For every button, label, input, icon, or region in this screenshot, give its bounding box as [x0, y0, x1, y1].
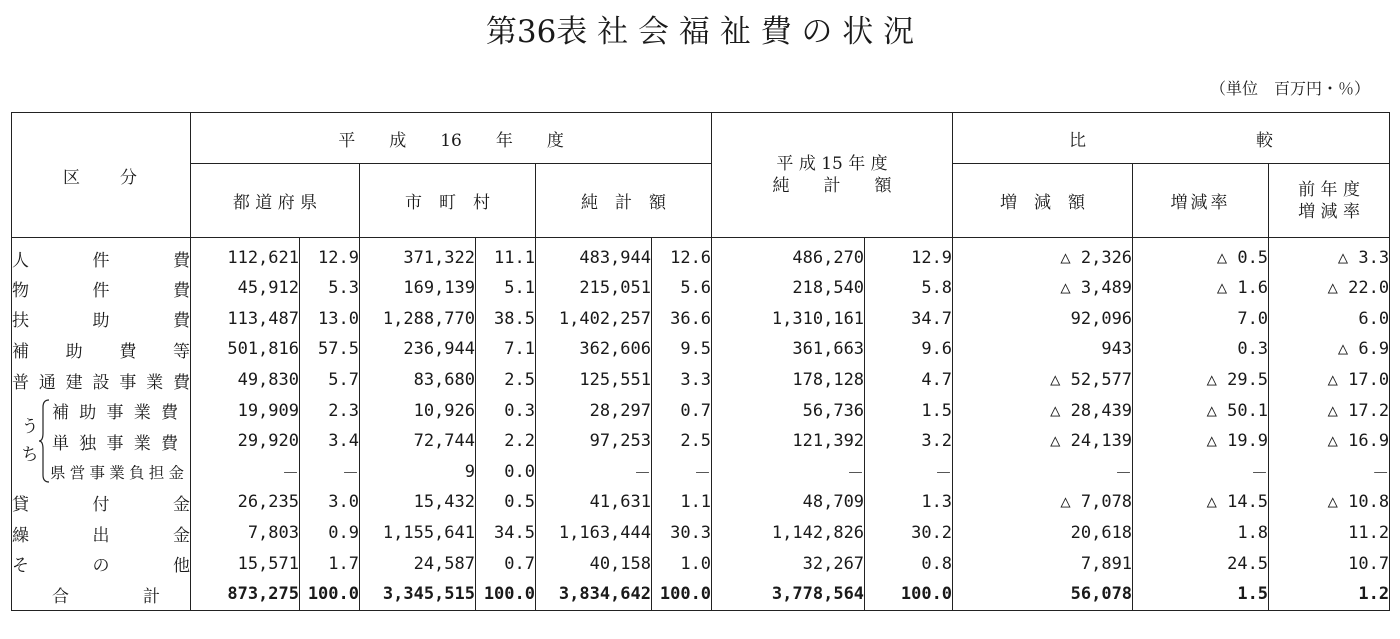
cell-rate: －: [1133, 457, 1269, 488]
cell-h15-r: 0.8: [865, 548, 953, 579]
row-label: 単独事業費: [52, 433, 178, 454]
cell-pref: 45,912: [237, 278, 299, 299]
cell-pref-r: 5.3: [300, 273, 360, 304]
cell-rate: △ 0.5: [1133, 238, 1269, 274]
cell-diff: 92,096: [953, 304, 1133, 335]
welfare-expenditure-table: [11, 112, 1390, 611]
cell-h15: 178,128: [712, 365, 865, 396]
row-label: 補助費等: [12, 334, 191, 365]
cell-diff: △ 7,078: [953, 487, 1133, 518]
header-h15-line1: 平 成 15 年 度: [776, 154, 888, 174]
cell-diff: 7,891: [953, 548, 1133, 579]
table-row: [12, 518, 1390, 549]
header-comparison: 比 較: [953, 113, 1390, 164]
cell-pref-r: 3.4: [300, 426, 360, 457]
cell-rate: 1.8: [1133, 518, 1269, 549]
cell-net-r: 1.0: [652, 548, 712, 579]
cell-diff: △ 24,139: [953, 426, 1133, 457]
header-h16: 平 成 16 年 度: [191, 113, 712, 164]
cell-rate: 7.0: [1133, 304, 1269, 335]
cell-net: 1,402,257: [536, 304, 652, 335]
table-row: [12, 487, 1390, 518]
cell-rate: △ 14.5: [1133, 487, 1269, 518]
cell-diff: 20,618: [953, 518, 1133, 549]
cell-muni: 1,288,770: [360, 304, 476, 335]
header-change-amount: 増 減 額: [953, 164, 1133, 238]
row-label: 普通建設事業費: [12, 365, 191, 396]
cell-pref-r: －: [300, 457, 360, 488]
cell-pref: 15,571: [237, 553, 299, 574]
table-row: [12, 548, 1390, 579]
cell-net-r: 5.6: [652, 273, 712, 304]
cell-pref: －: [282, 464, 299, 485]
cell-muni: 3,345,515: [360, 579, 476, 610]
cell-net: －: [536, 457, 652, 488]
cell-pref: 49,830: [237, 370, 299, 391]
cell-rate: △ 19.9: [1133, 426, 1269, 457]
cell-prev: △ 17.0: [1269, 365, 1390, 396]
cell-muni: 371,322: [360, 238, 476, 274]
cell-net-r: 3.3: [652, 365, 712, 396]
row-label: 合計: [12, 579, 191, 610]
cell-muni: 169,139: [360, 273, 476, 304]
cell-h15-r: 34.7: [865, 304, 953, 335]
cell-muni: 9: [360, 457, 476, 488]
cell-h15: 56,736: [712, 395, 865, 426]
cell-rate: 0.3: [1133, 334, 1269, 365]
cell-net: 97,253: [536, 426, 652, 457]
cell-net: 483,944: [536, 238, 652, 274]
cell-muni-r: 0.5: [476, 487, 536, 518]
cell-muni: 83,680: [360, 365, 476, 396]
unit-note: （単位 百万円・％）: [1209, 79, 1370, 98]
cell-net-r: 30.3: [652, 518, 712, 549]
cell-diff: 56,078: [953, 579, 1133, 610]
cell-muni-r: 0.7: [476, 548, 536, 579]
cell-net-r: 2.5: [652, 426, 712, 457]
cell-diff: △ 2,326: [953, 238, 1133, 274]
cell-net-r: 36.6: [652, 304, 712, 335]
table-row: [12, 334, 1390, 365]
cell-net: 215,051: [536, 273, 652, 304]
cell-prev: －: [1269, 457, 1390, 488]
cell-muni-r: 7.1: [476, 334, 536, 365]
cell-pref-r: 57.5: [300, 334, 360, 365]
row-label: 県営事業負担金: [50, 463, 184, 482]
cell-rate: △ 1.6: [1133, 273, 1269, 304]
header-change-rate: 増減率: [1133, 164, 1269, 238]
cell-prev: 1.2: [1269, 579, 1390, 610]
cell-h15-r: 12.9: [865, 238, 953, 274]
cell-rate: △ 29.5: [1133, 365, 1269, 396]
cell-h15: 48,709: [712, 487, 865, 518]
cell-h15: －: [712, 457, 865, 488]
cell-pref-r: 0.9: [300, 518, 360, 549]
cell-muni: 15,432: [360, 487, 476, 518]
cell-prev: △ 17.2: [1269, 395, 1390, 426]
row-label: 補助事業費: [52, 403, 178, 424]
cell-h15: 218,540: [712, 273, 865, 304]
cell-rate: 1.5: [1133, 579, 1269, 610]
row-label: その他: [12, 548, 191, 579]
cell-pref-r: 2.3: [300, 395, 360, 426]
cell-pref: 501,816: [227, 339, 299, 360]
header-prev-change-line1: 前 年 度: [1298, 179, 1360, 200]
header-prev-change: [1269, 164, 1390, 238]
cell-h15: 3,778,564: [712, 579, 865, 610]
row-label: 人件費: [12, 238, 191, 274]
cell-prev: △ 3.3: [1269, 238, 1390, 274]
cell-pref-r: 100.0: [300, 579, 360, 610]
cell-muni-r: 34.5: [476, 518, 536, 549]
cell-net: 3,834,642: [536, 579, 652, 610]
cell-net: 40,158: [536, 548, 652, 579]
cell-rate: △ 50.1: [1133, 395, 1269, 426]
cell-net-r: 100.0: [652, 579, 712, 610]
cell-muni: 24,587: [360, 548, 476, 579]
cell-h15: 1,142,826: [712, 518, 865, 549]
header-h15-line2: 純 計 額: [772, 176, 892, 196]
cell-muni: 1,155,641: [360, 518, 476, 549]
cell-net: 362,606: [536, 334, 652, 365]
cell-muni: 10,926: [360, 395, 476, 426]
cell-diff: △ 52,577: [953, 365, 1133, 396]
cell-prev: △ 10.8: [1269, 487, 1390, 518]
cell-muni-r: 38.5: [476, 304, 536, 335]
cell-muni-r: 0.3: [476, 395, 536, 426]
table-row: [12, 304, 1390, 335]
page-title: 第36表 社 会 福 祉 費 の 状 況: [485, 14, 915, 50]
cell-pref: 26,235: [237, 492, 299, 513]
cell-pref: 7,803: [247, 523, 299, 544]
cell-pref: 112,621: [227, 248, 299, 268]
cell-muni: 236,944: [360, 334, 476, 365]
cell-prev: 6.0: [1269, 304, 1390, 335]
cell-pref-r: 13.0: [300, 304, 360, 335]
row-label: 貸付金: [12, 487, 191, 518]
cell-net-r: －: [652, 457, 712, 488]
header-prefecture: 都 道 府 県: [191, 164, 360, 238]
cell-prev: △ 16.9: [1269, 426, 1390, 457]
row-label: 物件費: [12, 273, 191, 304]
cell-h15: 121,392: [712, 426, 865, 457]
cell-net-r: 0.7: [652, 395, 712, 426]
cell-rate: 24.5: [1133, 548, 1269, 579]
table-row: [12, 238, 1390, 274]
row-label: 扶助費: [12, 304, 191, 335]
cell-h15-r: 3.2: [865, 426, 953, 457]
table-row: [12, 273, 1390, 304]
table-row: [12, 365, 1390, 396]
cell-net-r: 9.5: [652, 334, 712, 365]
cell-muni-r: 5.1: [476, 273, 536, 304]
cell-muni-r: 11.1: [476, 238, 536, 274]
cell-prev: △ 6.9: [1269, 334, 1390, 365]
row-label: 繰出金: [12, 518, 191, 549]
cell-diff: －: [953, 457, 1133, 488]
cell-pref-r: 1.7: [300, 548, 360, 579]
cell-h15-r: 100.0: [865, 579, 953, 610]
table-row: [12, 426, 1390, 457]
cell-pref-r: 5.7: [300, 365, 360, 396]
cell-pref: 873,275: [227, 584, 299, 605]
cell-muni: 72,744: [360, 426, 476, 457]
cell-net-r: 12.6: [652, 238, 712, 274]
cell-pref: 19,909: [237, 400, 299, 421]
cell-prev: △ 22.0: [1269, 273, 1390, 304]
cell-h15-r: 5.8: [865, 273, 953, 304]
table-row: [12, 395, 1390, 426]
cell-net: 125,551: [536, 365, 652, 396]
header-prev-change-line2: 増 減 率: [1298, 201, 1360, 222]
cell-muni-r: 0.0: [476, 457, 536, 488]
cell-h15-r: 1.5: [865, 395, 953, 426]
cell-h15-r: 1.3: [865, 487, 953, 518]
header-net-total: 純 計 額: [536, 164, 712, 238]
cell-diff: △ 3,489: [953, 273, 1133, 304]
header-municipality: 市 町 村: [360, 164, 536, 238]
uchi-char-2: ち: [21, 445, 39, 466]
header-category: 区 分: [12, 113, 191, 238]
cell-pref-r: 3.0: [300, 487, 360, 518]
uchi-char-1: う: [21, 417, 39, 438]
cell-h15-r: 9.6: [865, 334, 953, 365]
cell-muni-r: 2.5: [476, 365, 536, 396]
cell-h15-r: －: [865, 457, 953, 488]
cell-muni-r: 2.2: [476, 426, 536, 457]
cell-h15: 486,270: [712, 238, 865, 274]
cell-net-r: 1.1: [652, 487, 712, 518]
cell-h15-r: 30.2: [865, 518, 953, 549]
cell-h15: 361,663: [712, 334, 865, 365]
cell-pref: 29,920: [237, 431, 299, 452]
cell-net: 41,631: [536, 487, 652, 518]
cell-diff: △ 28,439: [953, 395, 1133, 426]
cell-diff: 943: [953, 334, 1133, 365]
table-row: [12, 457, 1390, 488]
cell-net: 28,297: [536, 395, 652, 426]
cell-prev: 11.2: [1269, 518, 1390, 549]
header-h15: [712, 113, 953, 238]
cell-pref-r: 12.9: [300, 238, 360, 274]
cell-muni-r: 100.0: [476, 579, 536, 610]
cell-pref: 113,487: [227, 308, 299, 329]
table-row: [12, 579, 1390, 610]
cell-prev: 10.7: [1269, 548, 1390, 579]
cell-h15: 1,310,161: [712, 304, 865, 335]
cell-net: 1,163,444: [536, 518, 652, 549]
cell-h15: 32,267: [712, 548, 865, 579]
cell-h15-r: 4.7: [865, 365, 953, 396]
